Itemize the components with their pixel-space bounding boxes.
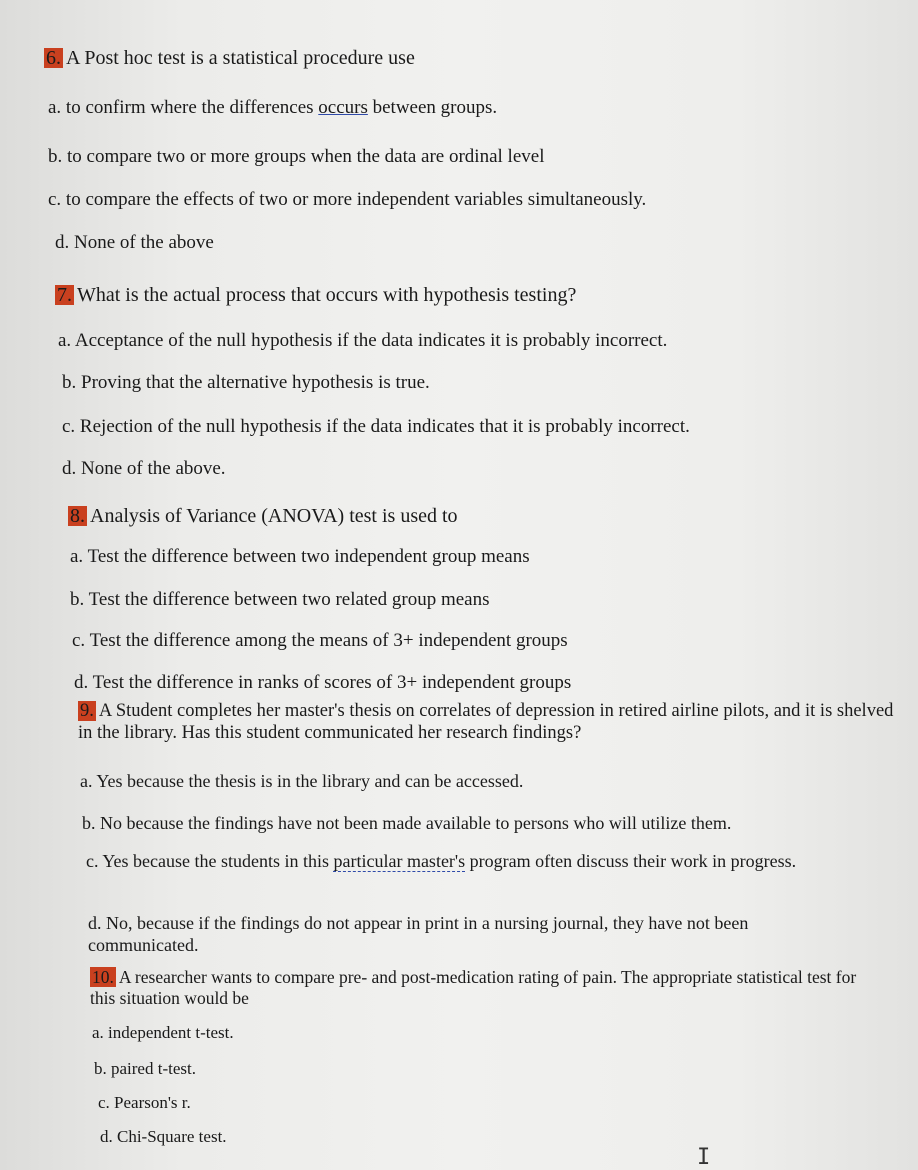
question-number: 9.	[80, 701, 94, 721]
option-8b[interactable]: b. Test the difference between two related group means	[70, 589, 490, 610]
question-text: A researcher wants to compare pre- and post-medication rating of pain. The appropriate statistical test for this situation would be	[90, 967, 857, 1008]
text-cursor-icon: I	[697, 1145, 711, 1170]
option-8a[interactable]: a. Test the difference between two independent group means	[70, 546, 530, 567]
option-8d[interactable]: d. Test the difference in ranks of scores of 3+ independent groups	[74, 672, 572, 693]
option-6c[interactable]: c. to compare the effects of two or more independent variables simultaneously.	[48, 189, 647, 210]
question-number: 7.	[57, 284, 72, 306]
option-9c[interactable]	[86, 850, 846, 872]
option-10d[interactable]: d. Chi-Square test.	[100, 1127, 227, 1146]
option-6a[interactable]	[48, 97, 497, 119]
option-6d[interactable]: d. None of the above	[55, 232, 214, 253]
spellcheck-word: occurs	[318, 97, 368, 118]
option-7c[interactable]: c. Rejection of the null hypothesis if the data indicates that it is probably incorrect.	[62, 416, 690, 437]
question-6	[44, 47, 415, 69]
question-9	[78, 700, 908, 744]
question-text: A Student completes her master's thesis on correlates of depression in retired airline pilots, and it is shelved in the library. Has this student communicated her research findings?	[78, 701, 894, 743]
question-number: 10.	[92, 967, 114, 987]
option-9d[interactable]: d. No, because if the findings do not appear in print in a nursing journal, they have not been communicated.	[88, 913, 749, 955]
question-text: A Post hoc test is a statistical procedure use	[66, 47, 415, 69]
option-7a[interactable]: a. Acceptance of the null hypothesis if the data indicates it is probably incorrect.	[58, 330, 668, 351]
option-text: a. to confirm where the differences	[48, 97, 319, 118]
option-7d[interactable]: d. None of the above.	[62, 458, 226, 479]
option-8c[interactable]: c. Test the difference among the means of 3+ independent groups	[72, 630, 568, 651]
question-text: What is the actual process that occurs with hypothesis testing?	[77, 284, 577, 306]
option-10a[interactable]: a. independent t-test.	[92, 1023, 234, 1042]
question-text: Analysis of Variance (ANOVA) test is used to	[90, 505, 458, 527]
spellcheck-word: particular master's	[333, 851, 466, 871]
option-10c[interactable]: c. Pearson's r.	[98, 1093, 191, 1112]
option-7b[interactable]: b. Proving that the alternative hypothesis is true.	[62, 372, 430, 393]
question-10	[90, 967, 860, 1009]
question-number: 6.	[46, 47, 61, 69]
question-8	[68, 505, 458, 527]
option-text: c. Yes because the students in this	[86, 851, 334, 871]
option-9b[interactable]: b. No because the findings have not been made available to persons who will utilize them.	[82, 813, 732, 833]
question-7	[55, 284, 576, 306]
option-10b[interactable]: b. paired t-test.	[94, 1059, 196, 1078]
question-number: 8.	[70, 505, 85, 527]
option-9a[interactable]: a. Yes because the thesis is in the library and can be accessed.	[80, 771, 524, 791]
option-text: program often discuss their work in progress.	[465, 851, 797, 871]
option-text: between groups.	[367, 97, 498, 118]
option-6b[interactable]: b. to compare two or more groups when the data are ordinal level	[48, 146, 545, 167]
